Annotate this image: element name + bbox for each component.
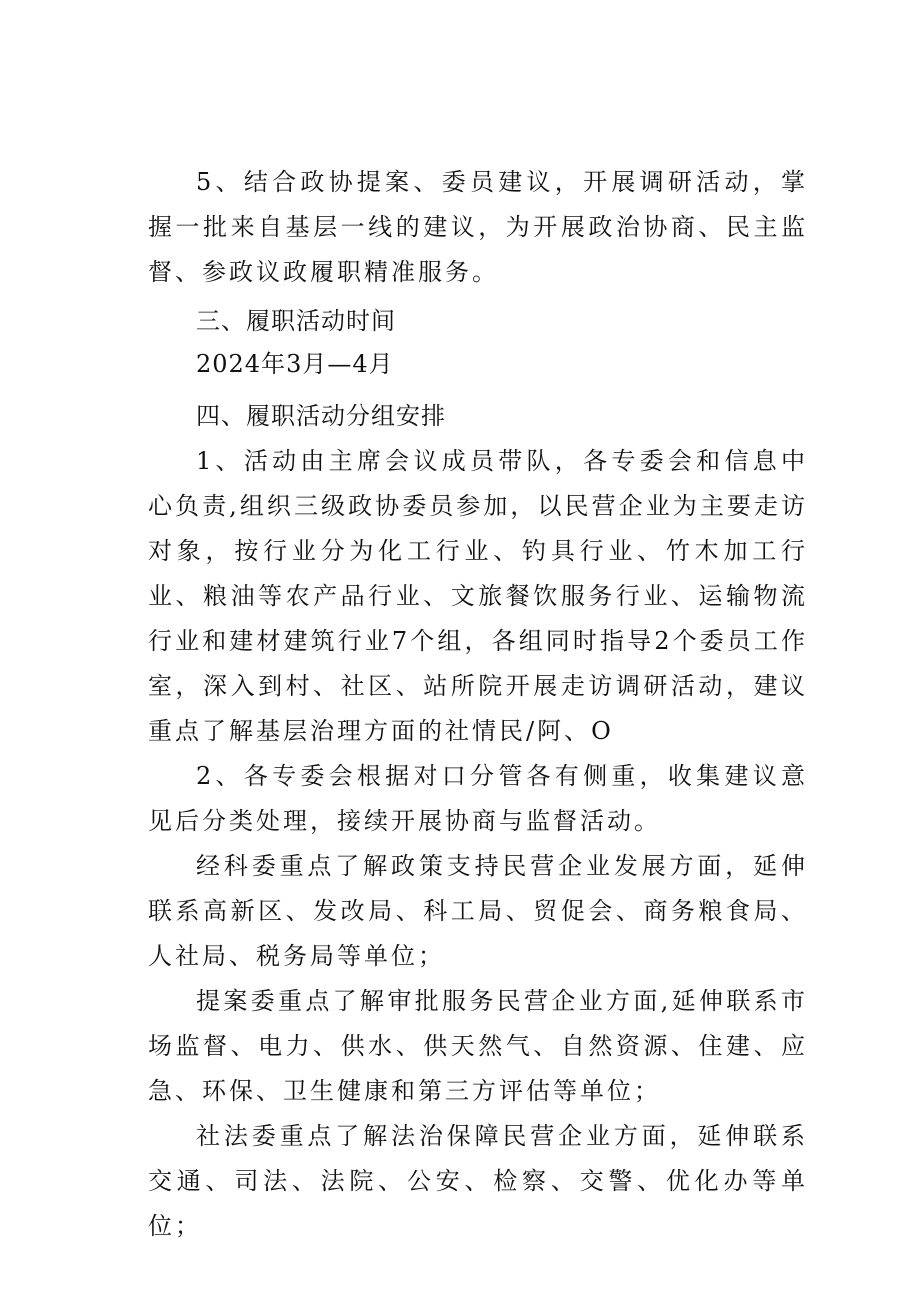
section-heading-3: 三、履职活动时间 bbox=[196, 307, 396, 335]
paragraph-social-law-committee: 社法委重点了解法治保障民营企业方面，延伸联系交通、司法、法院、公安、检察、交警、优化办等单位； bbox=[148, 1122, 808, 1240]
paragraph-item-5: 5、结合政协提案、委员建议，开展调研活动，掌握一批来自基层一线的建议，为开展政治协商、民主监督、参政议政履职精准服务。 bbox=[148, 168, 808, 286]
activity-date-range: 2024年3月—4月 bbox=[196, 350, 394, 378]
document-body bbox=[148, 160, 808, 1249]
paragraph-group-2: 2、各专委会根据对口分管各有侧重，收集建议意见后分类处理，接续开展协商与监督活动。 bbox=[148, 762, 808, 835]
paragraph-jingke-committee: 经科委重点了解政策支持民营企业发展方面，延伸联系高新区、发改局、科工局、贸促会、商务粮食局、人社局、税务局等单位； bbox=[148, 852, 808, 970]
paragraph-group-1: 1、活动由主席会议成员带队，各专委会和信息中心负责,组织三级政协委员参加，以民营企业为主要走访对象，按行业分为化工行业、钓具行业、竹木加工行业、粮油等农产品行业、文旅餐饮服务行业、运输物流行业和建材建筑行业7个组，各组同时指导2个委员工作室，深入到村、社区、站所院开展走访调研活动，建议重点了解基层治理方面的社情民/阿、O bbox=[148, 447, 808, 745]
section-heading-4: 四、履职活动分组安排 bbox=[196, 402, 446, 430]
paragraph-proposal-committee: 提案委重点了解审批服务民营企业方面,延伸联系市场监督、电力、供水、供天然气、自然资源、住建、应急、环保、卫生健康和第三方评估等单位； bbox=[148, 987, 808, 1105]
